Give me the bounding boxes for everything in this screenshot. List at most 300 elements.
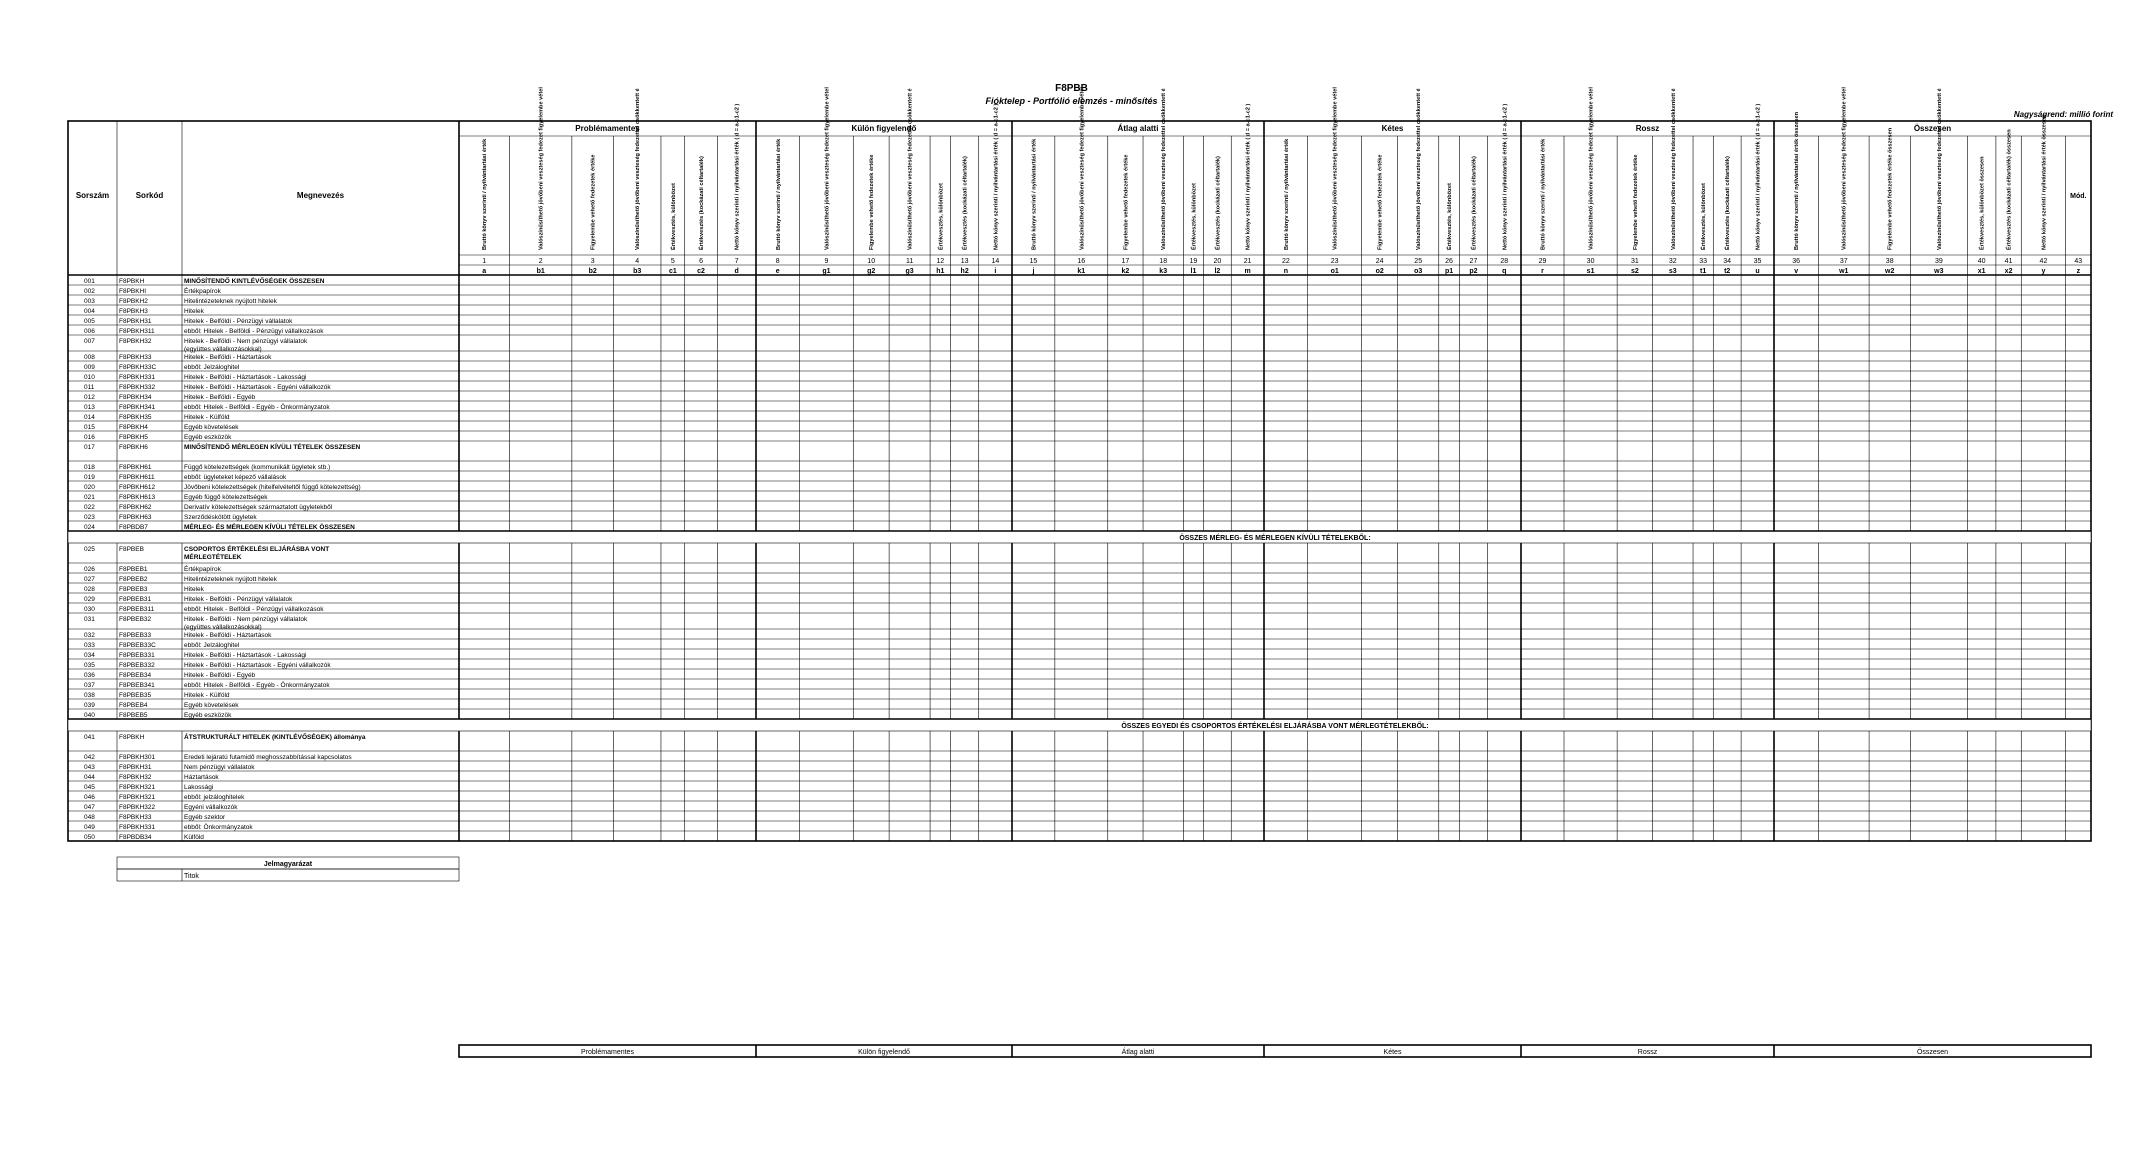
column-number: 24 xyxy=(1375,258,1384,265)
header-row-code: Sorkód xyxy=(135,191,164,200)
column-letter: g3 xyxy=(905,268,914,275)
report-code: F8PBB xyxy=(1055,83,1088,94)
column-number: 35 xyxy=(1753,258,1762,265)
column-letter: r xyxy=(1541,268,1544,275)
row-label: Hitelek - Külföld xyxy=(184,692,230,699)
row-label: MINŐSÍTENDŐ KINTLÉVŐSÉGEK ÖSSZESEN xyxy=(184,278,325,285)
row-code: F8PBKH35 xyxy=(119,414,152,421)
column-number: 4 xyxy=(635,258,640,265)
column-letter: o1 xyxy=(1330,268,1339,275)
column-header: Nettó könyv szerinti / nyilvántartási érték ( d = a-c1-c2 ) xyxy=(1755,103,1762,250)
row-code: F8PBKH xyxy=(119,278,145,285)
column-letter: k2 xyxy=(1121,268,1130,275)
column-number: 26 xyxy=(1445,258,1453,265)
row-code: F8PBKHI xyxy=(119,288,147,295)
row-code: F8PBKH33C xyxy=(119,364,157,371)
row-code: F8PBKH2 xyxy=(119,298,148,305)
column-header: Nettó könyv szerinti / nyilvántartási érték ( d = a-c1-c2 ) xyxy=(1245,103,1252,250)
column-header: Figyelembe vehető fedezetek értéke xyxy=(1377,154,1384,250)
column-header: Értékvesztés (kockázati céltartalék) xyxy=(699,156,706,250)
column-number: 15 xyxy=(1029,258,1038,265)
row-label: Hitelek xyxy=(184,586,204,593)
column-header: Valószínűsíthető jövőbeni veszteség fedezet figyelembe vétel xyxy=(538,87,545,250)
column-letter: w3 xyxy=(1934,268,1944,275)
group-header: Problémamentes xyxy=(575,124,640,133)
column-number: 29 xyxy=(1538,258,1547,265)
row-label: Hitelek - Belföldi - Egyéb xyxy=(184,394,256,401)
row-code: F8PBKH6 xyxy=(119,444,148,451)
column-header: Értékvesztés, különbözet xyxy=(1447,183,1454,250)
column-letter: n xyxy=(1283,268,1288,275)
row-code: F8PBEB331 xyxy=(119,652,155,659)
row-label: Háztartások xyxy=(184,774,219,781)
row-code: F8PBEB3 xyxy=(119,586,148,593)
row-serial: 003 xyxy=(84,298,95,305)
bottom-group-bar xyxy=(459,1045,2091,1057)
column-letter: x1 xyxy=(1977,268,1986,275)
row-serial: 014 xyxy=(84,414,95,421)
column-header: Valószínűsíthető jövőbeni veszteség fedezettel csökkentett é xyxy=(1936,88,1943,250)
row-label: ÁTSTRUKTURÁLT HITELEK (KINTLÉVŐSÉGEK) állománya xyxy=(184,734,366,741)
column-letter: c1 xyxy=(668,268,677,275)
column-header: Értékvesztés, különbözet xyxy=(1701,183,1708,250)
row-serial: 021 xyxy=(84,494,95,501)
column-header: Mód. xyxy=(2070,193,2087,200)
row-code: F8PBDB7 xyxy=(119,524,148,531)
column-header: Figyelembe vehető fedezetek értéke xyxy=(590,154,597,250)
column-letter: m xyxy=(1244,268,1251,275)
row-serial: 033 xyxy=(84,642,95,649)
column-letter: b3 xyxy=(633,268,642,275)
row-serial: 027 xyxy=(84,576,95,583)
row-label: Hitelek - Belföldi - Háztartások xyxy=(184,632,272,639)
column-letter: j xyxy=(1032,268,1035,275)
column-letter: s1 xyxy=(1586,268,1595,275)
row-code: F8PBEB31 xyxy=(119,596,152,603)
column-number: 11 xyxy=(905,258,914,265)
column-number: 7 xyxy=(734,258,739,265)
row-label: MINŐSÍTENDŐ MÉRLEGEN KÍVÜLI TÉTELEK ÖSSZESEN xyxy=(184,444,361,451)
column-letter: t2 xyxy=(1724,268,1731,275)
row-label: Hitelek xyxy=(184,308,204,315)
column-header: Figyelembe vehető fedezetek értéke xyxy=(1632,154,1639,250)
column-number: 3 xyxy=(590,258,595,265)
row-serial: 005 xyxy=(84,318,95,325)
row-serial: 043 xyxy=(84,764,95,771)
row-serial: 040 xyxy=(84,712,95,719)
row-code: F8PBKH331 xyxy=(119,374,156,381)
column-letter: w2 xyxy=(1885,268,1895,275)
column-header: Valószínűsíthető jövőbeni veszteség fedezet figyelembe vétel xyxy=(1332,87,1339,250)
column-number: 18 xyxy=(1159,258,1168,265)
column-header: Nettó könyv szerinti / nyilvántartási érték ( d = a-c1-c2 ) xyxy=(993,103,1000,250)
column-number: 16 xyxy=(1077,258,1086,265)
column-letter: o3 xyxy=(1414,268,1423,275)
column-letter: g1 xyxy=(822,268,831,275)
bottom-group-label: Rossz xyxy=(1637,1049,1658,1056)
column-header: Bruttó könyv szerinti / nyilvántartási érték xyxy=(482,138,489,250)
row-serial: 017 xyxy=(84,444,95,451)
row-serial: 011 xyxy=(84,384,95,391)
column-header: Valószínűsíthető jövőbeni veszteség fedezettel csökkentett é xyxy=(1161,88,1168,250)
row-label: ebből: Jelzáloghitel xyxy=(184,642,240,649)
group-header: Átlag alatti xyxy=(1117,124,1159,133)
row-label: MÉRLEG- ÉS MÉRLEGEN KÍVÜLI TÉTELEK ÖSSZESEN xyxy=(184,524,355,531)
row-serial: 045 xyxy=(84,784,95,791)
row-code: F8PBEB311 xyxy=(119,606,155,613)
column-letter: b2 xyxy=(588,268,597,275)
column-header: Értékvesztés (kockázati céltartalék) xyxy=(1215,156,1222,250)
column-header: Figyelembe vehető fedezetek értéke xyxy=(869,154,876,250)
column-header: Valószínűsíthető jövőbeni veszteség fedezettel csökkentett é xyxy=(1416,88,1423,250)
row-serial: 012 xyxy=(84,394,95,401)
column-letter: b1 xyxy=(536,268,545,275)
column-header: Bruttó könyv szerinti / nyilvántartási érték xyxy=(1283,138,1290,250)
row-label: ebből: Jelzáloghitel xyxy=(184,364,240,371)
row-serial: 002 xyxy=(84,288,95,295)
row-label: Egyéb függő kötelezettségek xyxy=(184,494,268,501)
row-serial: 016 xyxy=(84,434,95,441)
row-code: F8PBKH331 xyxy=(119,824,156,831)
row-serial: 049 xyxy=(84,824,95,831)
row-label: Egyéb követelések xyxy=(184,702,239,709)
column-header: Bruttó könyv szerinti / nyilvántartási érték xyxy=(1540,138,1547,250)
bottom-group-label: Kétes xyxy=(1383,1049,1402,1056)
row-label: ebből: Önkormányzatok xyxy=(184,824,253,831)
row-code: F8PBEB4 xyxy=(119,702,148,709)
bottom-group-label: Összesen xyxy=(1916,1049,1949,1056)
column-number: 9 xyxy=(824,258,829,265)
column-number: 22 xyxy=(1281,258,1290,265)
column-number: 13 xyxy=(960,258,969,265)
column-header: Bruttó könyv szerinti / nyilvántartási érték xyxy=(775,138,782,250)
legend-row xyxy=(117,869,459,881)
group-header: Kétes xyxy=(1381,124,1404,133)
column-number: 17 xyxy=(1121,258,1130,265)
column-number: 34 xyxy=(1723,258,1732,265)
column-number: 6 xyxy=(699,258,704,265)
row-code: F8PBKH3 xyxy=(119,308,148,315)
column-letter: e xyxy=(775,268,780,275)
column-letter: v xyxy=(1794,268,1799,275)
row-serial: 018 xyxy=(84,464,95,471)
row-label: Egyéb eszközök xyxy=(184,434,232,441)
row-label: Hitelek - Belföldi - Háztartások - Egyéni vállalkozók xyxy=(184,384,331,391)
row-label: Hitelek - Belföldi - Nem pénzügyi vállalatok xyxy=(184,616,308,623)
row-code: F8PBKH xyxy=(119,734,145,741)
column-header: Bruttó könyv szerinti / nyilvántartási érték xyxy=(1031,138,1038,250)
column-number: 2 xyxy=(538,258,543,265)
row-serial: 030 xyxy=(84,606,95,613)
column-number: 20 xyxy=(1213,258,1222,265)
column-letter: d xyxy=(734,268,739,275)
row-serial: 042 xyxy=(84,754,95,761)
row-label: (együttes vállalkozásokkal) xyxy=(184,624,262,631)
column-number: 33 xyxy=(1699,258,1708,265)
bottom-group-label: Átlag alatti xyxy=(1121,1049,1155,1056)
section-label: ÖSSZES MÉRLEG- ÉS MÉRLEGEN KÍVÜLI TÉTELEKBŐL: xyxy=(1179,535,1371,542)
row-label: Derivatív kötelezettségek származtatott ügyletekből xyxy=(184,504,333,511)
row-label: Hitelek - Belföldi - Háztartások - Lakossági xyxy=(184,374,307,381)
row-serial: 020 xyxy=(84,484,95,491)
column-number: 12 xyxy=(936,258,945,265)
row-label: Értékpapírok xyxy=(184,288,221,295)
row-code: F8PBEB332 xyxy=(119,662,155,669)
row-label: (együttes vállalkozásokkal) xyxy=(184,346,262,353)
column-number: 23 xyxy=(1330,258,1339,265)
column-header: Értékvesztés (kockázati céltartalék) xyxy=(1725,156,1732,250)
row-serial: 004 xyxy=(84,308,95,315)
column-letter: w1 xyxy=(1839,268,1849,275)
column-letter: u xyxy=(1755,268,1760,275)
column-header: Valószínűsíthető jövőbeni veszteség fedezet figyelembe vétel xyxy=(1588,87,1595,250)
column-letter: l2 xyxy=(1214,268,1221,275)
row-serial: 046 xyxy=(84,794,95,801)
row-serial: 041 xyxy=(84,734,95,741)
bottom-group-label: Külön figyelendő xyxy=(858,1049,910,1056)
column-number: 14 xyxy=(991,258,1000,265)
row-code: F8PBKH31 xyxy=(119,764,152,771)
row-serial: 013 xyxy=(84,404,95,411)
legend-item: Titok xyxy=(184,873,199,880)
row-serial: 025 xyxy=(84,546,95,553)
row-serial: 035 xyxy=(84,662,95,669)
row-label: MÉRLEGTÉTELEK xyxy=(184,554,242,561)
row-code: F8PBKH62 xyxy=(119,504,152,511)
column-header: Figyelembe vehető fedezetek értéke xyxy=(1123,154,1130,250)
column-header: Értékvesztés (kockázati céltartalék) összesen xyxy=(2006,129,2013,250)
row-serial: 009 xyxy=(84,364,95,371)
row-serial: 039 xyxy=(84,702,95,709)
column-number: 36 xyxy=(1792,258,1801,265)
row-code: F8PBKH32 xyxy=(119,338,152,345)
column-number: 27 xyxy=(1469,258,1478,265)
column-letter: t1 xyxy=(1700,268,1707,275)
column-number: 25 xyxy=(1414,258,1423,265)
column-letter: x2 xyxy=(2004,268,2013,275)
row-code: F8PBKH321 xyxy=(119,784,156,791)
legend-title: Jelmagyarázat xyxy=(263,861,313,868)
row-code: F8PBKH5 xyxy=(119,434,148,441)
row-label: ebből: Hitelek - Belföldi - Egyéb - Önkormányzatok xyxy=(184,682,330,689)
column-header: Valószínűsíthető jövőbeni veszteség fedezettel csökkentett é xyxy=(635,88,642,250)
column-header: Figyelembe vehető fedezetek értéke összesen xyxy=(1887,127,1894,250)
column-number: 42 xyxy=(2039,258,2048,265)
column-header: Bruttó könyv szerinti / nyilvántartási érték összesen xyxy=(1794,111,1801,250)
row-serial: 029 xyxy=(84,596,95,603)
column-header: Valószínűsíthető jövőbeni veszteség fedezet figyelembe vétel xyxy=(1841,87,1848,250)
column-header: Nettó könyv szerinti / nyilvántartási érték ( d = a-c1-c2 ) xyxy=(1502,103,1509,250)
row-label: ebből: Hitelek - Belföldi - Egyéb - Önkormányzatok xyxy=(184,404,330,411)
group-header: Külön figyelendő xyxy=(851,124,917,133)
row-code: F8PBKH611 xyxy=(119,474,155,481)
row-label: Hitelek - Belföldi - Háztartások xyxy=(184,354,272,361)
row-label: Értékpapírok xyxy=(184,566,221,573)
row-code: F8PBKH332 xyxy=(119,384,156,391)
row-serial: 023 xyxy=(84,514,95,521)
column-letter: o2 xyxy=(1375,268,1384,275)
row-code: F8PBKH612 xyxy=(119,484,156,491)
column-letter: h1 xyxy=(936,268,945,275)
row-label: Hitelek - Belföldi - Pénzügyi vállalatok xyxy=(184,318,293,325)
column-letter: q xyxy=(1502,268,1507,275)
row-code: F8PBKH613 xyxy=(119,494,156,501)
row-code: F8PBEB1 xyxy=(119,566,148,573)
column-number: 38 xyxy=(1885,258,1894,265)
row-label: Hitelek - Belföldi - Háztartások - Egyéni vállalkozók xyxy=(184,662,331,669)
header-description: Megnevezés xyxy=(296,191,345,200)
column-number: 8 xyxy=(775,258,780,265)
row-label: CSOPORTOS ÉRTÉKELÉSI ELJÁRÁSBA VONT xyxy=(184,546,330,553)
column-number: 41 xyxy=(2004,258,2013,265)
row-code: F8PBKH61 xyxy=(119,464,152,471)
row-code: F8PBEB xyxy=(119,546,144,553)
row-code: F8PBKH63 xyxy=(119,514,152,521)
row-code: F8PBKH31 xyxy=(119,318,152,325)
column-number: 5 xyxy=(670,258,675,265)
row-serial: 028 xyxy=(84,586,95,593)
column-header: Értékvesztés, különbözet xyxy=(670,183,677,250)
row-serial: 048 xyxy=(84,814,95,821)
column-number: 37 xyxy=(1839,258,1848,265)
row-serial: 026 xyxy=(84,566,95,573)
row-label: Egyéb eszközök xyxy=(184,712,232,719)
row-code: F8PBKH4 xyxy=(119,424,148,431)
row-serial: 006 xyxy=(84,328,95,335)
row-label: ebből: jelzáloghitelek xyxy=(184,794,245,801)
row-code: F8PBKH34 xyxy=(119,394,152,401)
row-serial: 015 xyxy=(84,424,95,431)
column-letter: y xyxy=(2041,268,2046,275)
row-serial: 037 xyxy=(84,682,95,689)
row-serial: 019 xyxy=(84,474,95,481)
row-label: Hitelek - Belföldi - Egyéb xyxy=(184,672,256,679)
section-band xyxy=(68,719,2091,731)
row-label: Függő kötelezettségek (kommunikált ügyletek stb.) xyxy=(184,464,331,471)
column-number: 39 xyxy=(1934,258,1943,265)
row-code: F8PBDB34 xyxy=(119,834,152,841)
row-serial: 034 xyxy=(84,652,95,659)
row-code: F8PBEB2 xyxy=(119,576,148,583)
column-letter: k3 xyxy=(1159,268,1168,275)
column-header: Valószínűsíthető jövőbeni veszteség fedezettel csökkentett é xyxy=(907,88,914,250)
row-serial: 022 xyxy=(84,504,95,511)
row-serial: 038 xyxy=(84,692,95,699)
column-letter: k1 xyxy=(1077,268,1086,275)
row-label: Egyéb követelések xyxy=(184,424,239,431)
column-letter: g2 xyxy=(867,268,876,275)
column-header: Értékvesztés, különbözet összesen xyxy=(1979,156,1986,250)
header-serial: Sorszám xyxy=(75,191,110,200)
row-label: Eredeti lejáratú futamidő meghosszabbítással kapcsolatos xyxy=(184,754,352,761)
column-letter: s3 xyxy=(1668,268,1677,275)
column-letter: s2 xyxy=(1630,268,1639,275)
row-label: Egyéni vállalkozók xyxy=(184,804,238,811)
column-header: Nettó könyv szerinti / nyilvántartási érték ( d = a-c1-c2 ) xyxy=(734,103,741,250)
row-serial: 032 xyxy=(84,632,95,639)
row-code: F8PBKH311 xyxy=(119,328,155,335)
row-serial: 031 xyxy=(84,616,95,623)
column-number: 31 xyxy=(1630,258,1639,265)
column-number: 30 xyxy=(1586,258,1595,265)
row-serial: 047 xyxy=(84,804,95,811)
unit-note: Nagyságrend: millió forint xyxy=(2013,110,2113,119)
column-letter: l1 xyxy=(1190,268,1197,275)
row-serial: 024 xyxy=(84,524,95,531)
row-label: Jövőbeni kötelezettségek (hitelfelvételtől függő kötelezettség) xyxy=(184,484,361,491)
row-label: Szerződéskötött ügyletek xyxy=(184,514,257,521)
row-label: Hitelek - Belföldi - Háztartások - Lakossági xyxy=(184,652,307,659)
row-serial: 036 xyxy=(84,672,95,679)
row-label: Külföld xyxy=(184,834,204,841)
row-label: Nem pénzügyi vállalatok xyxy=(184,764,255,771)
row-label: ebből: Hitelek - Belföldi - Pénzügyi vállalkozások xyxy=(184,328,324,335)
section-label: ÖSSZES EGYEDI ÉS CSOPORTOS ÉRTÉKELÉSI ELJÁRÁSBA VONT MÉRLEGTÉTELEKBŐL: xyxy=(1121,723,1429,730)
row-code: F8PBEB32 xyxy=(119,616,152,623)
row-code: F8PBEB34 xyxy=(119,672,152,679)
row-code: F8PBEB33 xyxy=(119,632,152,639)
row-code: F8PBKH32 xyxy=(119,774,152,781)
row-code: F8PBEB341 xyxy=(119,682,155,689)
row-code: F8PBEB33C xyxy=(119,642,156,649)
column-header: Értékvesztés, különbözet xyxy=(1191,183,1198,250)
column-letter: c2 xyxy=(697,268,705,275)
row-code: F8PBKH33 xyxy=(119,814,152,821)
column-header: Valószínűsíthető jövőbeni veszteség fedezet figyelembe vétel xyxy=(1079,87,1086,250)
column-number: 21 xyxy=(1243,258,1252,265)
column-header: Nettó könyv szerinti / nyilvántartási érték összesen xyxy=(2041,114,2048,250)
group-header: Rossz xyxy=(1635,124,1660,133)
column-header: Valószínűsíthető jövőbeni veszteség fedezettel csökkentett é xyxy=(1670,88,1677,250)
group-header: Összesen xyxy=(1913,124,1952,133)
row-serial: 050 xyxy=(84,834,95,841)
row-code: F8PBKH301 xyxy=(119,754,156,761)
row-serial: 007 xyxy=(84,338,95,345)
row-label: ebből: ügyleteket képező vállalások xyxy=(184,474,287,481)
column-number: 43 xyxy=(2074,258,2083,265)
row-serial: 044 xyxy=(84,774,95,781)
row-label: Lakossági xyxy=(184,784,214,791)
column-number: 32 xyxy=(1668,258,1677,265)
row-label: Hitelek - Külföld xyxy=(184,414,230,421)
column-header: Értékvesztés (kockázati céltartalék) xyxy=(1471,156,1478,250)
row-code: F8PBKH321 xyxy=(119,794,156,801)
row-label: Hitelintézeteknek nyújtott hitelek xyxy=(184,298,277,305)
column-letter: z xyxy=(2076,268,2081,275)
bottom-group-label: Problémamentes xyxy=(581,1049,634,1056)
row-serial: 010 xyxy=(84,374,95,381)
row-code: F8PBKH33 xyxy=(119,354,152,361)
row-code: F8PBEB5 xyxy=(119,712,148,719)
row-label: Hitelek - Belföldi - Pénzügyi vállalatok xyxy=(184,596,293,603)
row-label: Egyéb szektor xyxy=(184,814,226,821)
column-letter: h2 xyxy=(960,268,969,275)
column-number: 40 xyxy=(1977,258,1986,265)
report-subtitle: Fióktelep - Portfólió elemzés - minősítés xyxy=(985,96,1158,106)
column-header: Valószínűsíthető jövőbeni veszteség fedezet figyelembe vétel xyxy=(824,87,831,250)
column-letter: p2 xyxy=(1469,268,1478,275)
row-code: F8PBKH341 xyxy=(119,404,156,411)
row-code: F8PBEB35 xyxy=(119,692,152,699)
row-serial: 001 xyxy=(84,278,95,285)
row-code: F8PBKH322 xyxy=(119,804,156,811)
row-label: Hitelek - Belföldi - Nem pénzügyi vállalatok xyxy=(184,338,308,345)
row-label: ebből: Hitelek - Belföldi - Pénzügyi vállalkozások xyxy=(184,606,324,613)
section-band xyxy=(68,531,2091,543)
column-number: 19 xyxy=(1189,258,1198,265)
column-letter: i xyxy=(994,268,997,275)
column-header: Értékvesztés, különbözet xyxy=(938,183,945,250)
